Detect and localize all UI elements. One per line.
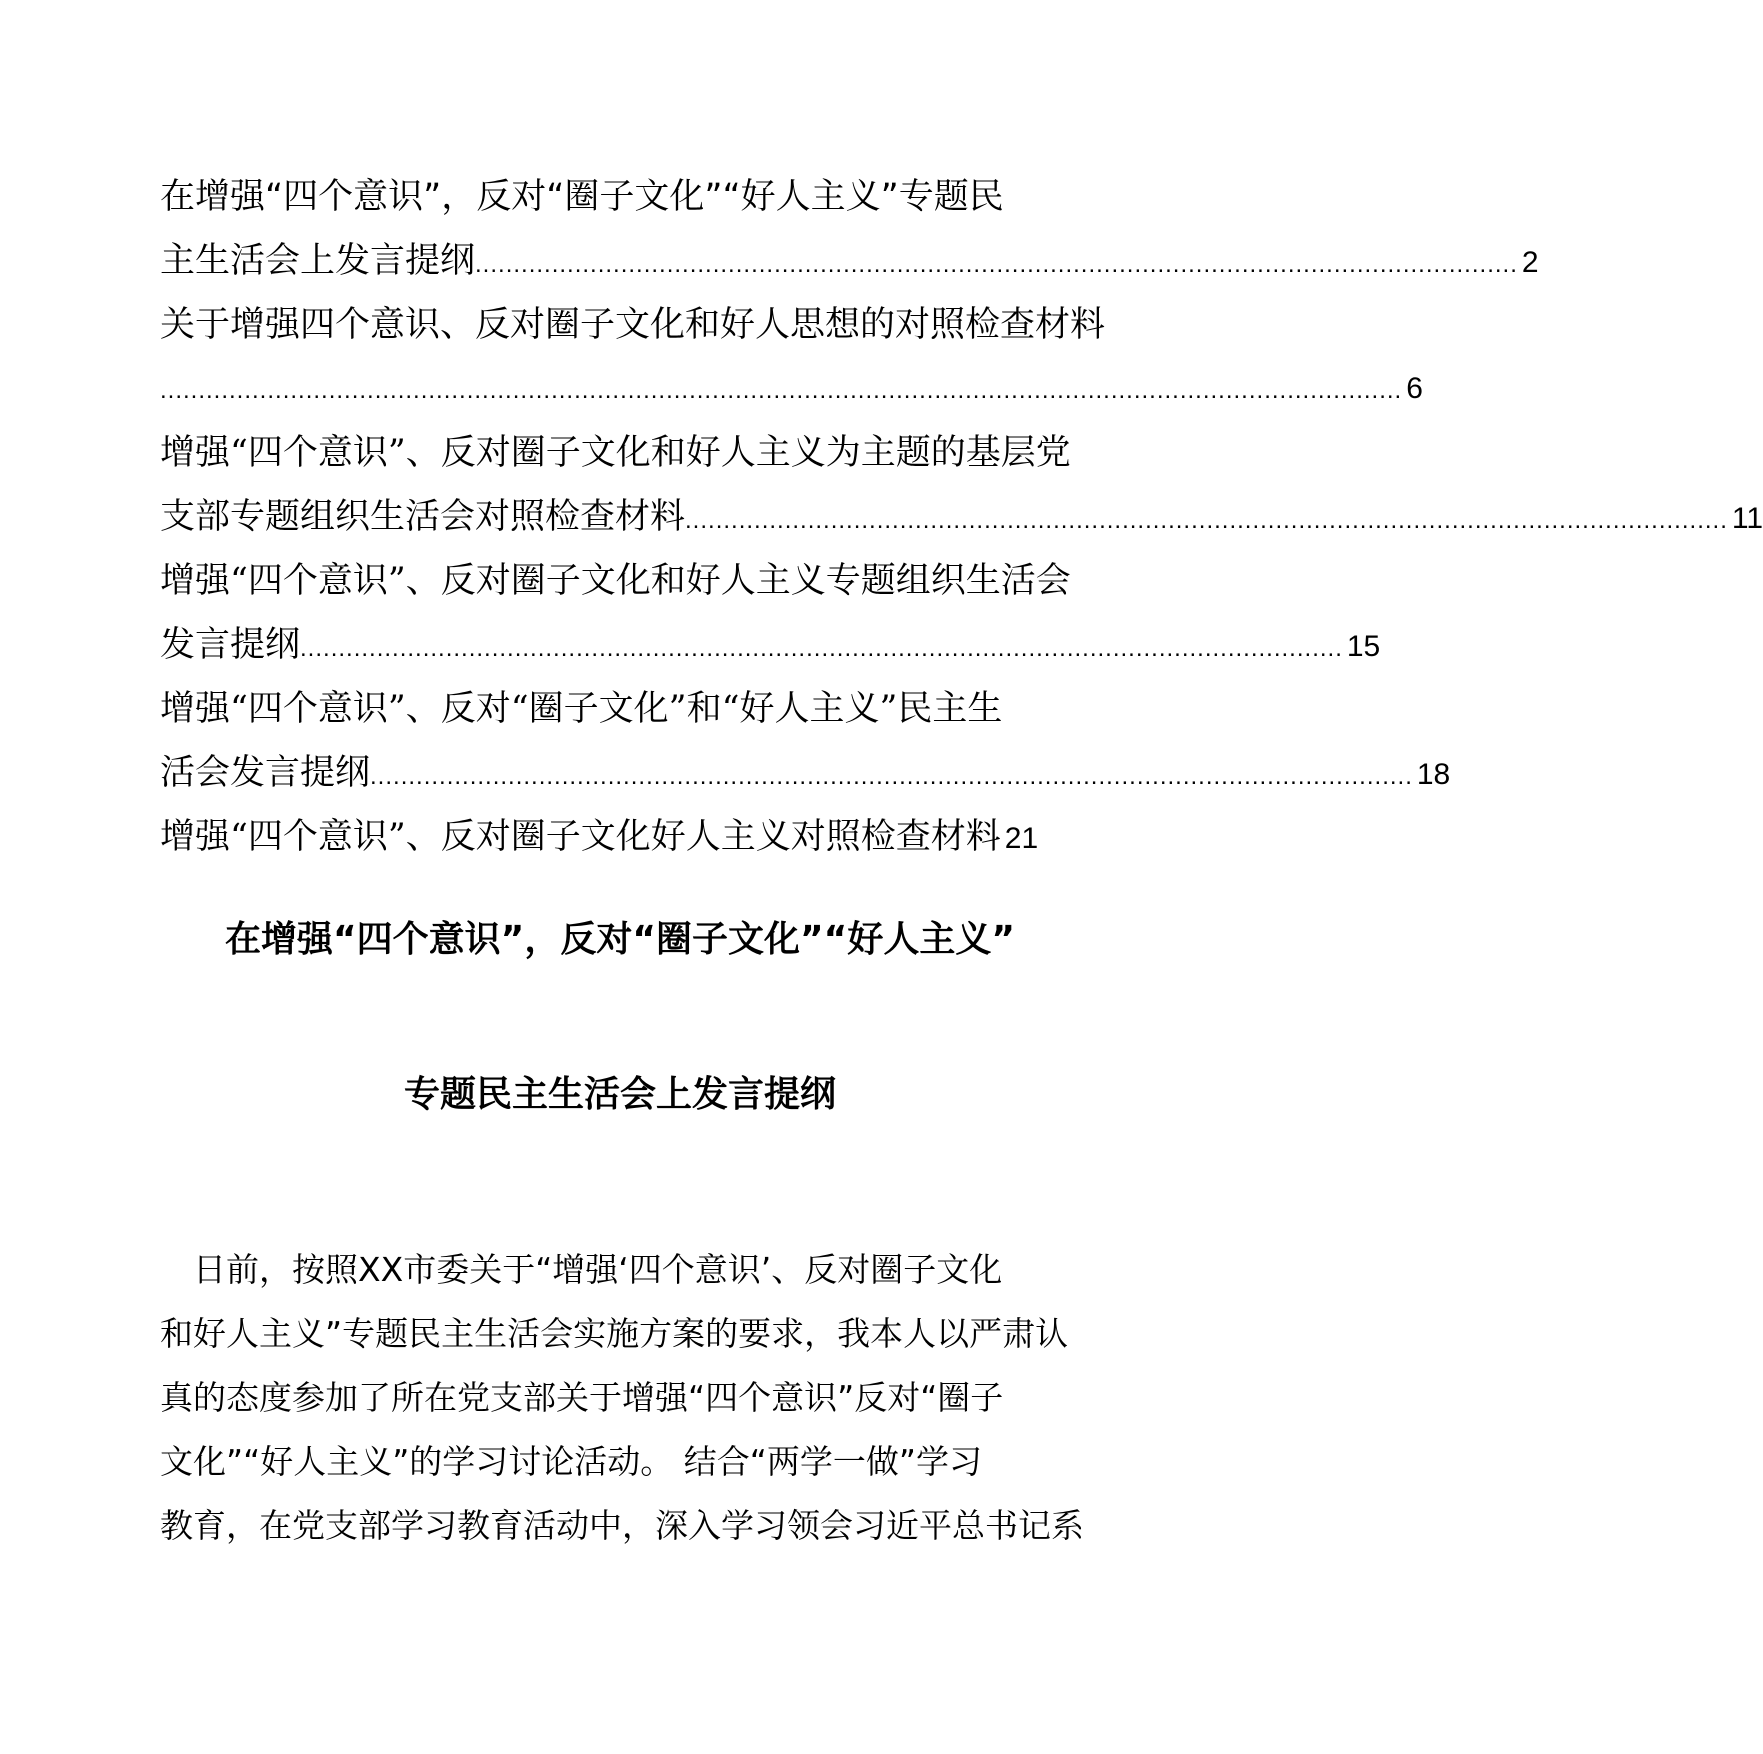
paragraph-line: 教育，在党支部学习教育活动中，深入学习领会习近平总书记系	[160, 1506, 1084, 1545]
paragraph-line: 真的态度参加了所在党支部关于增强“四个意识”反对“圈子	[160, 1378, 1004, 1417]
toc-entry-title-line: 在增强“四个意识”，反对“圈子文化”“好人主义”专题民	[160, 177, 1004, 217]
toc-page-number: 2	[1521, 246, 1539, 279]
toc-entry-leader-line	[160, 613, 1381, 677]
toc-page-number: 15	[1346, 630, 1381, 663]
toc-entry-title-line: 增强“四个意识”、反对“圈子文化”和“好人主义”民主生	[160, 689, 1003, 729]
document-title-line-1: 在增强“四个意识”，反对“圈子文化”“好人主义”	[225, 919, 1015, 960]
toc-entry[interactable]	[160, 165, 1539, 293]
toc-page-number: 21	[1004, 822, 1039, 855]
toc-entry-leader-line	[160, 485, 1763, 549]
toc-entry-title-line: 活会发言提纲	[160, 753, 371, 793]
paragraph-line: 日前，按照XX市委关于“增强‘四个意识’、反对圈子文化	[160, 1250, 1003, 1289]
table-of-contents	[160, 165, 1763, 869]
toc-entry[interactable]	[160, 805, 1086, 869]
toc-entry-title-line: 增强“四个意识”、反对圈子文化和好人主义为主题的基层党	[160, 433, 1071, 473]
paragraph-line: 文化”“好人主义”的学习讨论活动。 结合“两学一做”学习	[160, 1442, 982, 1481]
toc-entry-leader-line	[160, 741, 1451, 805]
paragraph-line: 和好人主义”专题民主生活会实施方案的要求，我本人以严肃认	[160, 1314, 1069, 1353]
body-paragraph	[160, 1238, 1086, 1558]
dot-leader: ........................................................................................................................................	[475, 251, 1518, 278]
toc-entry-leader-line	[160, 229, 1539, 293]
dot-leader: ........................................................................................................................................	[370, 763, 1413, 790]
toc-entry[interactable]	[160, 549, 1381, 677]
toc-entry[interactable]	[160, 421, 1763, 549]
toc-entry-title-line: 主生活会上发言提纲	[160, 241, 476, 281]
toc-entry-leader-line	[160, 805, 1086, 869]
toc-page-number: 11	[1731, 502, 1763, 535]
toc-entry-title-line: 发言提纲	[160, 625, 301, 665]
toc-page-number: 6	[1406, 372, 1423, 405]
toc-entry-title-line: 增强“四个意识”、反对圈子文化好人主义对照检查材料	[160, 817, 1001, 857]
document-title-line-2: 专题民主生活会上发言提纲	[403, 1074, 836, 1115]
dot-leader: ........................................................................................................................................	[685, 507, 1728, 534]
toc-entry-leader-line	[160, 357, 1423, 421]
toc-entry-title-line: 关于增强四个意识、反对圈子文化和好人思想的对照检查材料	[160, 305, 1106, 345]
toc-entry-title-line: 支部专题组织生活会对照检查材料	[160, 497, 686, 537]
toc-entry[interactable]	[160, 677, 1451, 805]
dot-leader: ........................................................................................................................................	[300, 635, 1343, 662]
toc-entry-title-line: 增强“四个意识”、反对圈子文化和好人主义专题组织生活会	[160, 561, 1071, 601]
toc-entry[interactable]	[160, 293, 1423, 421]
toc-page-number: 18	[1416, 758, 1451, 791]
dot-leader: ..................................................................................................................................................................	[160, 377, 1403, 404]
